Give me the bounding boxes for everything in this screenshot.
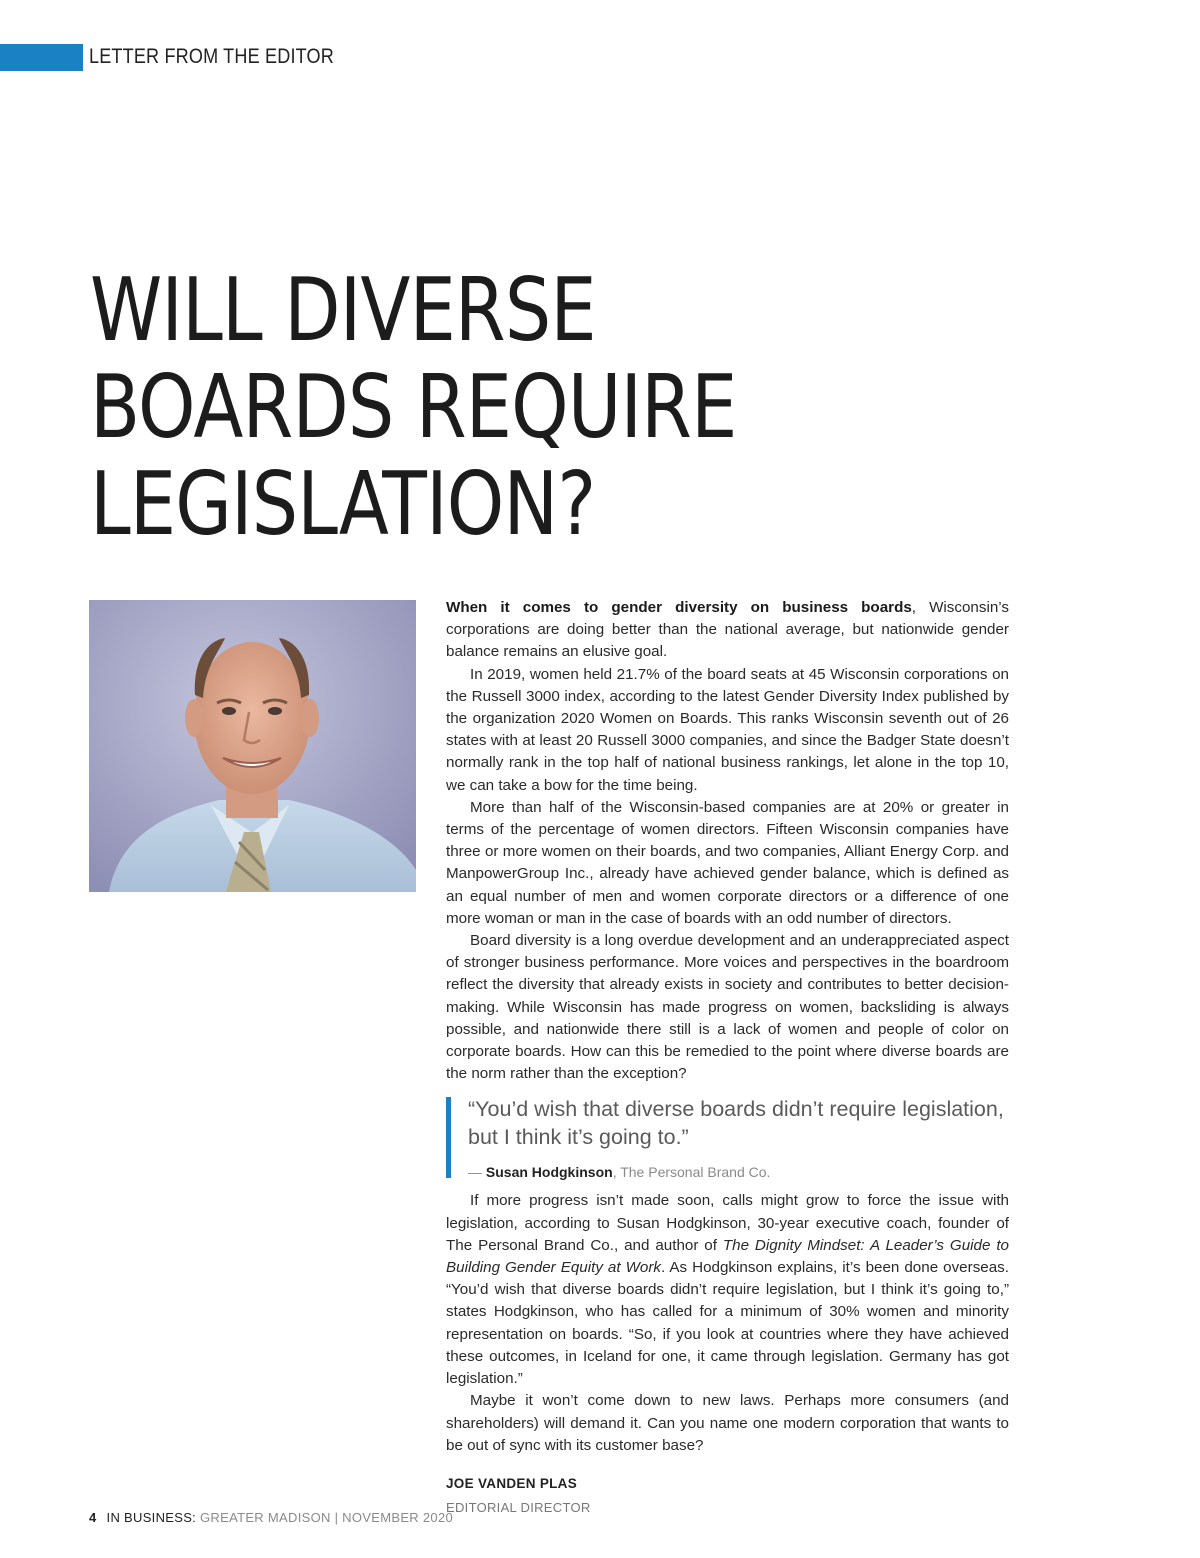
pull-quote-dash: — — [468, 1164, 486, 1181]
article-paragraph: More than half of the Wisconsin-based companies are at 20% or greater in terms of the percentage of women directors. Fifteen Wisconsin companies have three or more women on their boards, and two companies, Alliant Energy Corp. and ManpowerGroup Inc., already have achieved gender balance, which is defined as an equal number of men and women corporate directors or a difference of one more woman or man in the case of boards with an odd number of directors. — [446, 798, 1009, 927]
editor-portrait-image — [89, 600, 416, 892]
article-body — [446, 597, 1009, 1519]
paragraph-text: If more progress isn’t made soon, calls might grow to force the issue with legislation, according to Susan Hodgkinson, 30-year executive coach, founder of The Personal Brand Co., and author of — [446, 1192, 1009, 1254]
headline — [90, 259, 860, 555]
article-paragraph: Board diversity is a long overdue development and an underappreciated aspect of stronger business performance. More voices and perspectives in the boardroom reflect the diversity that already exists in society and contributes to better decision-making. While Wisconsin has made progress on women, backsliding is always possible, and nationwide there still is a lack of women and people of color on corporate boards. How can this be remedied to the point where diverse boards are the norm rather than the exception? — [446, 932, 1009, 1083]
pull-quote-bar — [446, 1097, 451, 1178]
headline-line: BOARDS REQUIRE — [90, 356, 737, 458]
lead-in: When it comes to gender diversity on business boards — [446, 599, 912, 616]
article-paragraph: Maybe it won’t come down to new laws. Perhaps more consumers (and shareholders) will demand it. Can you name one modern corporation that wants to be out of sync with its customer base? — [446, 1392, 1009, 1454]
author-title: EDITORIAL DIRECTOR — [446, 1500, 591, 1516]
book-title: The Dignity Mindset: A Leader’s Guide to Building Gender Equity at Work — [446, 1236, 1009, 1277]
article-paragraph — [446, 597, 1009, 664]
page-footer — [89, 1510, 453, 1525]
pull-quote-attribution — [468, 1161, 1009, 1183]
pull-quote — [446, 1095, 1009, 1181]
article-paragraph: In 2019, women held 21.7% of the board seats at 45 Wisconsin corporations on the Russell 3000 index, according to the latest Gender Diversity Index published by the organization 2020 Women on Boards. This ranks Wisconsin seventh out of 26 states with at least 20 Russell 3000 companies, and since the Badger State doesn’t normally rank in the top half of national business rankings, let alone in the top 10, we can take a bow for the time being. — [446, 665, 1009, 794]
page-number: 4 — [89, 1510, 97, 1525]
pull-quote-text: “You’d wish that diverse boards didn’t require legislation, but I think it’s going to.” — [468, 1097, 1004, 1150]
author-name: JOE VANDEN PLAS — [446, 1475, 578, 1491]
publication-name: IN BUSINESS: — [106, 1510, 197, 1525]
paragraph-text: , Wisconsin’s corporations are doing better than the national average, but nationwide gender balance remains an elusive goal. — [446, 599, 1009, 661]
editor-photo — [89, 600, 416, 892]
pull-quote-name: Susan Hodgkinson — [485, 1164, 613, 1181]
headline-line: WILL DIVERSE — [90, 259, 596, 361]
edition-info: GREATER MADISON | NOVEMBER 2020 — [196, 1510, 454, 1525]
headline-line: LEGISLATION? — [90, 453, 596, 555]
paragraph-text: . As Hodgkinson explains, it’s been done overseas. “You’d wish that diverse boards didn’t require legislation, but I think it’s going to,” states Hodgkinson, who has called for a minimum of 30% women and minority representation on boards. “So, if you look at countries where they have achieved these outcomes, in Iceland for one, it came through legislation. Germany has got legislation.” — [446, 1259, 1009, 1388]
section-accent-bar — [0, 44, 83, 71]
pull-quote-org: , The Personal Brand Co. — [612, 1164, 771, 1181]
article-paragraph — [446, 1190, 1009, 1390]
section-label: LETTER FROM THE EDITOR — [89, 45, 334, 68]
signature-block — [446, 1473, 1009, 1519]
